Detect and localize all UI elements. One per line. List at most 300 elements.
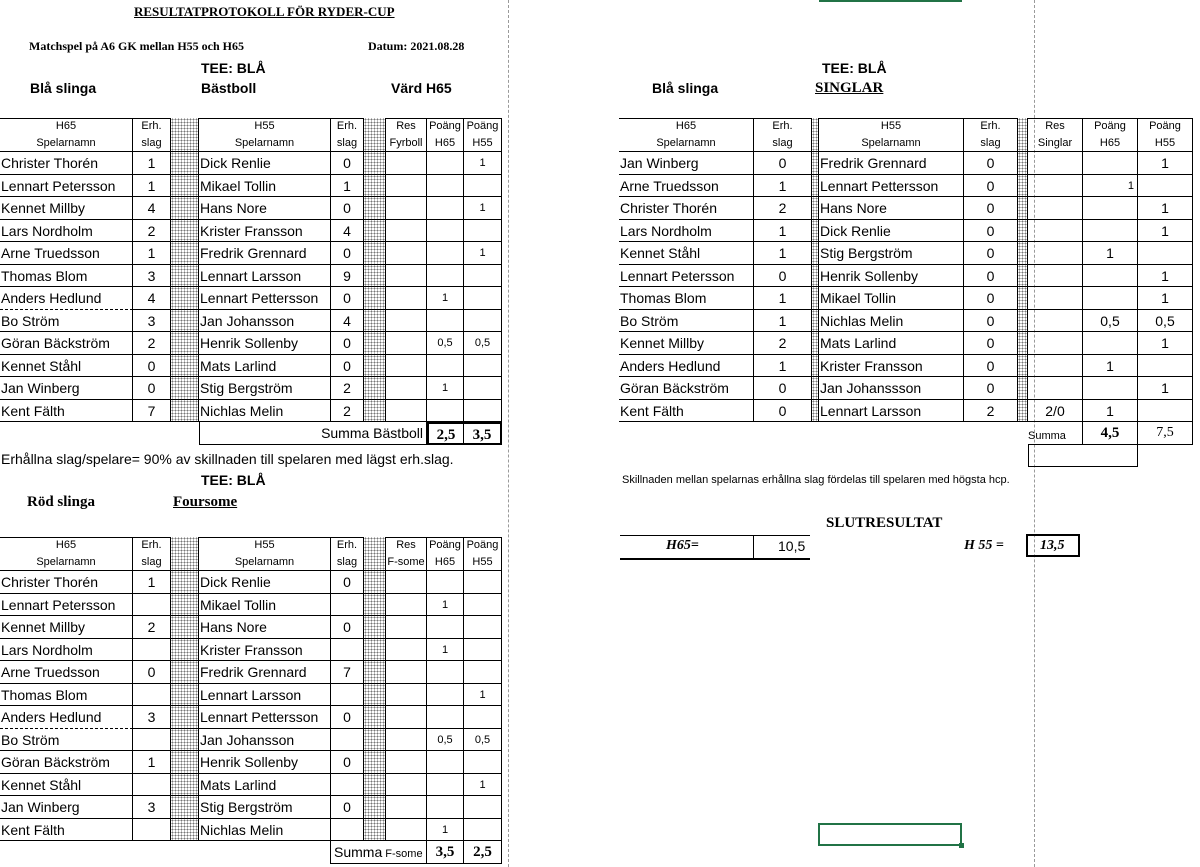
poang-h65-cell[interactable]: [427, 175, 464, 198]
h55-erh-slag[interactable]: 9: [331, 265, 364, 288]
h65-player-name[interactable]: Kennet Ståhl: [0, 774, 133, 797]
h55-player-name[interactable]: Mikael Tollin: [819, 287, 964, 310]
res-cell[interactable]: [1028, 242, 1083, 265]
h65-player-name[interactable]: Anders Hedlund: [619, 355, 754, 378]
h55-erh-slag[interactable]: 2: [331, 400, 364, 423]
poang-h65-cell[interactable]: 0,5: [1083, 310, 1138, 333]
res-cell[interactable]: [1028, 175, 1083, 198]
res-cell[interactable]: [1028, 310, 1083, 333]
res-cell[interactable]: [386, 242, 427, 265]
poang-h65-cell[interactable]: 1: [1083, 175, 1138, 198]
h55-player-name[interactable]: Mikael Tollin: [199, 175, 331, 198]
poang-h55-cell[interactable]: 1: [464, 774, 502, 797]
poang-h55-cell[interactable]: 0,5: [464, 332, 502, 355]
res-cell[interactable]: [386, 774, 427, 797]
h65-player-name[interactable]: Bo Ström: [0, 310, 133, 333]
poang-h65-cell[interactable]: [1083, 287, 1138, 310]
poang-h65-cell[interactable]: [427, 220, 464, 243]
h55-erh-slag[interactable]: 2: [331, 377, 364, 400]
page-title: RESULTATPROTOKOLL FÖR RYDER-CUP: [134, 4, 395, 19]
poang-h65-cell[interactable]: [1083, 197, 1138, 220]
h55-player-name[interactable]: Fredrik Grennard: [199, 242, 331, 265]
res-cell[interactable]: [1028, 152, 1083, 175]
divider-stipple: [1018, 197, 1028, 220]
res-cell[interactable]: [386, 661, 427, 684]
h65-erh-slag[interactable]: 3: [133, 796, 171, 819]
res-cell[interactable]: 2/0: [1028, 400, 1083, 423]
poang-h55-cell[interactable]: [464, 355, 502, 378]
h65-erh-slag[interactable]: 1: [133, 571, 171, 594]
h55-erh-slag[interactable]: 2: [964, 400, 1018, 423]
h65-player-name[interactable]: Kennet Millby: [619, 332, 754, 355]
h55-player-name[interactable]: Krister Fransson: [199, 639, 331, 662]
h65-player-name[interactable]: Christer Thorén: [619, 197, 754, 220]
h65-erh-slag[interactable]: 0: [133, 661, 171, 684]
h55-player-name[interactable]: Henrik Sollenby: [819, 265, 964, 288]
h55-player-name[interactable]: Stig Bergström: [199, 796, 331, 819]
header-h65-spelarnamn-top: H65: [675, 120, 697, 132]
divider-stipple: [1018, 265, 1028, 288]
res-cell[interactable]: [386, 152, 427, 175]
divider-stipple: [171, 684, 199, 707]
h55-erh-slag[interactable]: 0: [331, 355, 364, 378]
h65-erh-slag[interactable]: 2: [133, 220, 171, 243]
poang-h65-cell[interactable]: [427, 661, 464, 684]
h65-player-name[interactable]: Thomas Blom: [619, 287, 754, 310]
h65-erh-slag[interactable]: 1: [754, 175, 812, 198]
h65-erh-slag[interactable]: 2: [754, 332, 812, 355]
divider-stipple: [364, 571, 386, 594]
h55-erh-slag[interactable]: 0: [964, 287, 1018, 310]
h55-player-name[interactable]: Mikael Tollin: [199, 594, 331, 617]
summa-singlar-h55[interactable]: 7,5: [1138, 422, 1193, 445]
res-cell[interactable]: [386, 571, 427, 594]
h55-erh-slag[interactable]: 0: [964, 152, 1018, 175]
res-cell[interactable]: [386, 287, 427, 310]
h65-player-name[interactable]: Anders Hedlund: [0, 706, 133, 729]
poang-h55-cell[interactable]: [464, 616, 502, 639]
h55-erh-slag[interactable]: [331, 774, 364, 797]
h55-erh-slag[interactable]: 4: [331, 220, 364, 243]
divider-stipple: [364, 684, 386, 707]
cell-selection-top: [819, 0, 962, 2]
poang-h65-cell[interactable]: [427, 774, 464, 797]
h65-player-name[interactable]: Kennet Ståhl: [619, 242, 754, 265]
h65-player-name[interactable]: Lars Nordholm: [0, 220, 133, 243]
header-h65-spelarnamn: [619, 118, 754, 152]
poang-h65-cell[interactable]: [427, 242, 464, 265]
h55-player-name[interactable]: Lennart Larsson: [199, 684, 331, 707]
h55-player-name[interactable]: Lennart Larsson: [199, 265, 331, 288]
divider-stipple: [812, 265, 819, 288]
h55-erh-slag[interactable]: [331, 684, 364, 707]
poang-h65-cell[interactable]: [1083, 265, 1138, 288]
h55-player-name[interactable]: Lennart Pettersson: [199, 287, 331, 310]
header-erh-slag-h65: [754, 118, 812, 152]
h65-player-name[interactable]: Lennart Petersson: [0, 594, 133, 617]
h65-erh-slag[interactable]: 1: [133, 751, 171, 774]
header-h55-spelarnamn-top: H55: [254, 539, 275, 551]
header-poang-h55: [1138, 118, 1193, 152]
h65-erh-slag[interactable]: 1: [133, 175, 171, 198]
h55-erh-slag[interactable]: 0: [331, 197, 364, 220]
poang-h55-cell[interactable]: [464, 400, 502, 423]
poang-h55-cell[interactable]: 1: [464, 242, 502, 265]
poang-h65-cell[interactable]: [427, 684, 464, 707]
divider-stipple: [364, 616, 386, 639]
h55-erh-slag[interactable]: 0: [331, 616, 364, 639]
res-cell[interactable]: [386, 639, 427, 662]
header-poang-h65-top: Poäng: [429, 120, 461, 132]
poang-h65-cell[interactable]: 1: [427, 287, 464, 310]
poang-h65-cell[interactable]: [427, 265, 464, 288]
poang-h55-cell[interactable]: 0,5: [464, 729, 502, 752]
poang-h55-cell[interactable]: [1138, 242, 1193, 265]
poang-h55-cell[interactable]: [464, 796, 502, 819]
res-cell[interactable]: [386, 616, 427, 639]
h65-player-name[interactable]: Kent Fälth: [619, 400, 754, 423]
h65-erh-slag[interactable]: 1: [754, 287, 812, 310]
h65-player-name[interactable]: Kent Fälth: [0, 819, 133, 842]
h65-player-name[interactable]: Kennet Millby: [0, 616, 133, 639]
h55-player-name[interactable]: Hans Nore: [199, 616, 331, 639]
h65-player-name[interactable]: Anders Hedlund: [0, 287, 133, 310]
h55-erh-slag[interactable]: 0: [331, 287, 364, 310]
h65-player-name[interactable]: Kennet Millby: [0, 197, 133, 220]
h65-erh-slag[interactable]: 2: [133, 616, 171, 639]
h55-player-name[interactable]: Mats Larlind: [199, 774, 331, 797]
res-cell[interactable]: [1028, 332, 1083, 355]
poang-h55-cell[interactable]: 1: [464, 152, 502, 175]
h65-player-name[interactable]: Lennart Petersson: [619, 265, 754, 288]
h65-erh-slag[interactable]: 0: [133, 355, 171, 378]
poang-h65-cell[interactable]: [427, 616, 464, 639]
h55-erh-slag[interactable]: 0: [964, 310, 1018, 333]
h55-player-name[interactable]: Dick Renlie: [199, 152, 331, 175]
h65-erh-slag[interactable]: [133, 774, 171, 797]
poang-h55-cell[interactable]: [464, 661, 502, 684]
poang-h55-cell[interactable]: 0,5: [1138, 310, 1193, 333]
h65-erh-slag[interactable]: 0: [754, 265, 812, 288]
poang-h55-cell[interactable]: [464, 571, 502, 594]
res-cell[interactable]: [386, 684, 427, 707]
poang-h65-cell[interactable]: 1: [427, 639, 464, 662]
h65-erh-slag[interactable]: [133, 684, 171, 707]
h65-player-name[interactable]: Arne Truedsson: [0, 661, 133, 684]
poang-h65-cell[interactable]: 1: [427, 377, 464, 400]
poang-h65-cell[interactable]: 1: [1083, 242, 1138, 265]
poang-h55-cell[interactable]: 1: [1138, 265, 1193, 288]
res-cell[interactable]: [1028, 220, 1083, 243]
poang-h55-cell[interactable]: 1: [1138, 220, 1193, 243]
res-cell[interactable]: [386, 220, 427, 243]
header-res-bottom: F-some: [387, 556, 425, 568]
h55-result-value: 13,5: [1040, 538, 1065, 553]
poang-h65-cell[interactable]: [1083, 152, 1138, 175]
header-h65-spelarnamn-bottom: Spelarnamn: [36, 137, 96, 149]
h65-player-name[interactable]: Göran Bäckström: [619, 377, 754, 400]
divider-stipple: [812, 287, 819, 310]
poang-h55-cell[interactable]: [1138, 400, 1193, 423]
summa-bastboll-h55[interactable]: 3,5: [464, 422, 502, 445]
h55-erh-slag[interactable]: [331, 819, 364, 842]
poang-h55-cell[interactable]: 1: [1138, 332, 1193, 355]
h55-player-name[interactable]: Lennart Pettersson: [199, 706, 331, 729]
h55-erh-slag[interactable]: 0: [964, 355, 1018, 378]
fill-handle[interactable]: [959, 843, 964, 848]
h55-player-name[interactable]: Hans Nore: [819, 197, 964, 220]
h55-erh-slag[interactable]: 0: [964, 175, 1018, 198]
h65-player-name[interactable]: Lennart Petersson: [0, 175, 133, 198]
poang-h65-cell[interactable]: 1: [1083, 400, 1138, 423]
h65-player-name[interactable]: Lars Nordholm: [619, 220, 754, 243]
poang-h55-cell[interactable]: [464, 594, 502, 617]
poang-h55-cell[interactable]: [1138, 175, 1193, 198]
h55-erh-slag[interactable]: 7: [331, 661, 364, 684]
h65-player-name[interactable]: Bo Ström: [0, 729, 133, 752]
h55-player-name[interactable]: Lennart Pettersson: [819, 175, 964, 198]
h65-erh-slag[interactable]: 1: [754, 355, 812, 378]
h55-erh-slag[interactable]: 4: [331, 310, 364, 333]
h65-erh-slag[interactable]: 3: [133, 265, 171, 288]
poang-h55-cell[interactable]: [464, 751, 502, 774]
h55-player-name[interactable]: Hans Nore: [199, 197, 331, 220]
divider-stipple-header: [364, 118, 386, 152]
header-poang-h55-bottom: H55: [472, 137, 493, 149]
poang-h65-cell[interactable]: 1: [1083, 355, 1138, 378]
h65-erh-slag[interactable]: 7: [133, 400, 171, 423]
h55-erh-slag[interactable]: 0: [331, 796, 364, 819]
h55-player-name[interactable]: Nichlas Melin: [819, 310, 964, 333]
h65-player-name[interactable]: Göran Bäckström: [0, 332, 133, 355]
poang-h65-cell[interactable]: [427, 571, 464, 594]
h55-player-name[interactable]: Jan Johansson: [199, 729, 331, 752]
h55-erh-slag[interactable]: 0: [331, 751, 364, 774]
active-cell[interactable]: [818, 823, 962, 846]
divider-stipple: [364, 355, 386, 378]
poang-h55-cell[interactable]: 1: [1138, 287, 1193, 310]
h55-erh-slag[interactable]: 0: [964, 265, 1018, 288]
bla-slinga-left: Blå slinga: [30, 80, 97, 96]
h65-erh-slag[interactable]: 0: [754, 152, 812, 175]
res-cell[interactable]: [386, 594, 427, 617]
poang-h65-cell[interactable]: [1083, 220, 1138, 243]
poang-h55-cell[interactable]: 1: [1138, 152, 1193, 175]
h65-player-name[interactable]: Göran Bäckström: [0, 751, 133, 774]
poang-h55-cell[interactable]: 1: [464, 684, 502, 707]
divider-stipple: [171, 175, 199, 198]
h65-erh-slag[interactable]: 1: [133, 242, 171, 265]
h55-player-name[interactable]: Henrik Sollenby: [199, 751, 331, 774]
h65-erh-slag[interactable]: [133, 594, 171, 617]
res-cell[interactable]: [386, 355, 427, 378]
res-cell[interactable]: [386, 265, 427, 288]
divider-stipple: [1018, 242, 1028, 265]
poang-h55-cell[interactable]: [464, 287, 502, 310]
res-cell[interactable]: [386, 796, 427, 819]
poang-h55-cell[interactable]: [464, 220, 502, 243]
h65-player-name[interactable]: Kennet Ståhl: [0, 355, 133, 378]
header-poang-h55: [464, 537, 502, 571]
header-res-top: Res: [1045, 120, 1065, 132]
res-cell[interactable]: [386, 751, 427, 774]
poang-h65-cell[interactable]: [427, 706, 464, 729]
divider-stipple: [364, 265, 386, 288]
h65-erh-slag[interactable]: [133, 729, 171, 752]
poang-h55-cell[interactable]: [464, 639, 502, 662]
header-erh-slag-h55-bottom: slag: [336, 556, 358, 568]
h55-player-name[interactable]: Lennart Larsson: [819, 400, 964, 423]
h55-player-name[interactable]: Dick Renlie: [819, 220, 964, 243]
h65-erh-slag[interactable]: 1: [754, 242, 812, 265]
header-h55-spelarnamn-bottom: Spelarnamn: [234, 137, 295, 149]
h55-erh-slag[interactable]: [331, 729, 364, 752]
h55-player-name[interactable]: Nichlas Melin: [199, 819, 331, 842]
h55-player-name[interactable]: Fredrik Grennard: [819, 152, 964, 175]
h55-player-name[interactable]: Jan Johanssson: [819, 377, 964, 400]
h55-erh-slag[interactable]: 0: [964, 242, 1018, 265]
h55-erh-slag[interactable]: 0: [331, 332, 364, 355]
poang-h55-cell[interactable]: [464, 265, 502, 288]
h65-erh-slag[interactable]: [133, 639, 171, 662]
h65-erh-slag[interactable]: 1: [754, 310, 812, 333]
h65-erh-slag[interactable]: [133, 819, 171, 842]
match-date: Datum: 2021.08.28: [368, 39, 465, 53]
poang-h55-cell[interactable]: 1: [1138, 377, 1193, 400]
summa-singlar-h65[interactable]: 4,5: [1083, 422, 1138, 445]
poang-h65-cell[interactable]: [1083, 332, 1138, 355]
poang-h65-cell[interactable]: [1083, 377, 1138, 400]
h65-erh-slag[interactable]: 0: [133, 377, 171, 400]
h55-erh-slag[interactable]: 0: [331, 571, 364, 594]
poang-h65-cell[interactable]: 1: [427, 819, 464, 842]
poang-h65-cell[interactable]: [427, 400, 464, 423]
res-cell[interactable]: [386, 377, 427, 400]
res-cell[interactable]: [386, 729, 427, 752]
res-cell[interactable]: [386, 197, 427, 220]
h55-player-name[interactable]: Henrik Sollenby: [199, 332, 331, 355]
poang-h55-cell[interactable]: [464, 310, 502, 333]
h55-erh-slag[interactable]: 1: [331, 175, 364, 198]
h55-player-name[interactable]: Stig Bergström: [819, 242, 964, 265]
poang-h55-cell[interactable]: [464, 819, 502, 842]
h65-erh-slag[interactable]: 4: [133, 197, 171, 220]
h55-erh-slag[interactable]: 0: [331, 706, 364, 729]
res-cell[interactable]: [1028, 355, 1083, 378]
poang-h55-cell[interactable]: 1: [1138, 197, 1193, 220]
h55-player-name[interactable]: Fredrik Grennard: [199, 661, 331, 684]
poang-h55-cell[interactable]: [464, 706, 502, 729]
h55-result-label: H 55 =: [964, 538, 1004, 553]
poang-h55-cell[interactable]: 1: [464, 197, 502, 220]
res-cell[interactable]: [1028, 377, 1083, 400]
h55-erh-slag[interactable]: 0: [964, 197, 1018, 220]
poang-h65-cell[interactable]: [427, 796, 464, 819]
h55-player-name[interactable]: Jan Johansson: [199, 310, 331, 333]
h55-erh-slag[interactable]: 0: [331, 152, 364, 175]
summa-bastboll-h65[interactable]: 2,5: [427, 422, 464, 445]
h65-player-name[interactable]: Jan Winberg: [0, 377, 133, 400]
h65-erh-slag[interactable]: 2: [133, 332, 171, 355]
h65-erh-slag[interactable]: 1: [133, 152, 171, 175]
header-h55-spelarnamn-bottom: Spelarnamn: [234, 556, 295, 568]
h65-erh-slag[interactable]: 0: [754, 400, 812, 423]
header-erh-slag-h55-top: Erh.: [980, 120, 1001, 132]
h55-erh-slag[interactable]: [331, 639, 364, 662]
poang-h65-cell[interactable]: [427, 310, 464, 333]
summa-foursome-h55[interactable]: 2,5: [464, 841, 502, 864]
bastboll-label: Bästboll: [201, 80, 257, 96]
res-cell[interactable]: [1028, 265, 1083, 288]
poang-h65-cell[interactable]: 1: [427, 594, 464, 617]
h55-player-name[interactable]: Stig Bergström: [199, 377, 331, 400]
h65-erh-slag[interactable]: 3: [133, 706, 171, 729]
res-cell[interactable]: [1028, 197, 1083, 220]
divider-stipple: [364, 751, 386, 774]
h55-player-name[interactable]: Krister Fransson: [199, 220, 331, 243]
h65-player-name[interactable]: Thomas Blom: [0, 265, 133, 288]
h65-player-name[interactable]: Bo Ström: [619, 310, 754, 333]
h55-player-name[interactable]: Mats Larlind: [199, 355, 331, 378]
poang-h55-cell[interactable]: [1138, 355, 1193, 378]
res-cell[interactable]: [386, 175, 427, 198]
divider-stipple: [171, 197, 199, 220]
h65-player-name[interactable]: Christer Thorén: [0, 571, 133, 594]
h65-player-name[interactable]: Christer Thorén: [0, 152, 133, 175]
h65-player-name[interactable]: Kent Fälth: [0, 400, 133, 423]
h65-player-name[interactable]: Jan Winberg: [619, 152, 754, 175]
h55-erh-slag[interactable]: 0: [964, 332, 1018, 355]
res-cell[interactable]: [1028, 287, 1083, 310]
h55-player-name[interactable]: Krister Fransson: [819, 355, 964, 378]
poang-h55-cell[interactable]: [464, 175, 502, 198]
poang-h65-cell[interactable]: 0,5: [427, 729, 464, 752]
h65-player-name[interactable]: Arne Truedsson: [0, 242, 133, 265]
h65-player-name[interactable]: Lars Nordholm: [0, 639, 133, 662]
poang-h65-cell[interactable]: [427, 152, 464, 175]
header-erh-slag-h55-top: Erh.: [336, 120, 358, 132]
h55-erh-slag[interactable]: 0: [964, 220, 1018, 243]
h65-erh-slag[interactable]: 4: [133, 287, 171, 310]
h55-erh-slag[interactable]: 0: [331, 242, 364, 265]
summa-foursome-h65[interactable]: 3,5: [427, 841, 464, 864]
poang-h65-cell[interactable]: [427, 355, 464, 378]
res-cell[interactable]: [386, 310, 427, 333]
h65-player-name[interactable]: Thomas Blom: [0, 684, 133, 707]
h65-player-name[interactable]: Jan Winberg: [0, 796, 133, 819]
h65-erh-slag[interactable]: 3: [133, 310, 171, 333]
res-cell[interactable]: [386, 400, 427, 423]
h65-erh-slag[interactable]: 2: [754, 197, 812, 220]
res-cell[interactable]: [386, 706, 427, 729]
h65-erh-slag[interactable]: 1: [754, 220, 812, 243]
poang-h65-cell[interactable]: [427, 751, 464, 774]
res-cell[interactable]: [386, 332, 427, 355]
poang-h65-cell[interactable]: 0,5: [427, 332, 464, 355]
divider-stipple: [364, 819, 386, 842]
h55-erh-slag[interactable]: 0: [964, 377, 1018, 400]
h65-player-name[interactable]: Arne Truedsson: [619, 175, 754, 198]
h55-erh-slag[interactable]: [331, 594, 364, 617]
poang-h55-cell[interactable]: [464, 377, 502, 400]
h55-player-name[interactable]: Dick Renlie: [199, 571, 331, 594]
poang-h65-cell[interactable]: [427, 197, 464, 220]
header-h55-spelarnamn: [199, 537, 331, 571]
h55-player-name[interactable]: Nichlas Melin: [199, 400, 331, 423]
h55-player-name[interactable]: Mats Larlind: [819, 332, 964, 355]
res-cell[interactable]: [386, 819, 427, 842]
h65-erh-slag[interactable]: 0: [754, 377, 812, 400]
